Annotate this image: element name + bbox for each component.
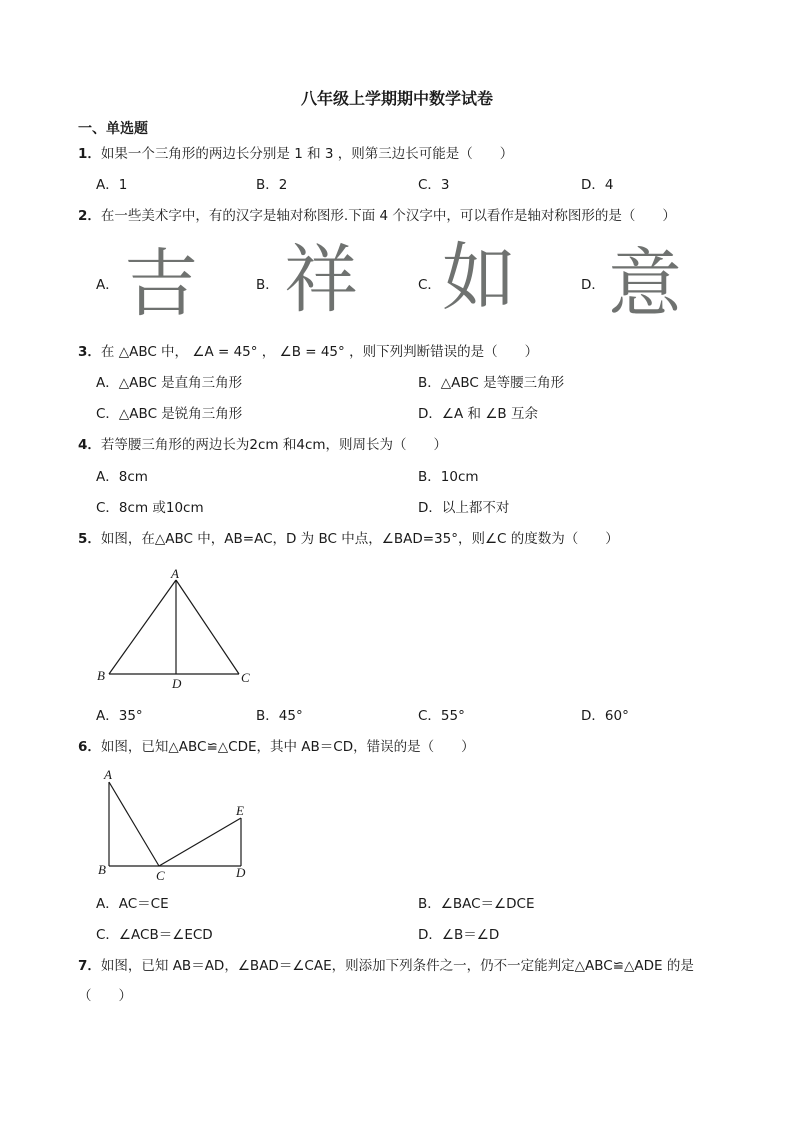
option-a: A．1 xyxy=(96,177,128,193)
question-text: 在一些美术字中，有的汉字是轴对称图形.下面 4 个汉字中，可以看作是轴对称图形的是（ ） xyxy=(100,208,676,224)
option-a: A．△ABC 是直角三角形 xyxy=(96,375,243,391)
question-3 xyxy=(78,342,538,362)
option-b: B．2 xyxy=(256,177,288,193)
question-number: 1． xyxy=(78,146,101,162)
figure-congruent-triangles xyxy=(94,766,264,886)
vertex-label-d: D xyxy=(172,676,182,691)
question-4 xyxy=(78,435,447,455)
glyph-ru: 如 xyxy=(442,235,516,321)
option-c: C．∠ACB＝∠ECD xyxy=(96,927,213,943)
vertex-label-c: C xyxy=(156,868,165,883)
question-text: 如果一个三角形的两边长分别是 1 和 3 ，则第三边长可能是（ ） xyxy=(100,146,514,162)
question-7 xyxy=(78,956,694,976)
question-number: 6． xyxy=(78,739,101,755)
question-text: 如图，在△ABC 中，AB=AC，D 为 BC 中点，∠BAD=35°，则∠C 的度数为（ ） xyxy=(100,531,619,547)
vertex-label-c: C xyxy=(241,670,250,685)
question-number: 4． xyxy=(78,437,101,453)
option-b: B．∠BAC＝∠DCE xyxy=(418,896,535,912)
figure-triangle-abc xyxy=(90,562,260,692)
option-a: A． xyxy=(96,277,119,293)
option-d: D．以上都不对 xyxy=(418,500,510,516)
vertex-label-a: A xyxy=(171,566,179,581)
question-number: 3． xyxy=(78,344,101,360)
question-text: 如图，已知 AB＝AD，∠BAD＝∠CAE，则添加下列条件之一，仍不一定能判定△ABC≌△ADE 的是 xyxy=(100,958,694,974)
question-number: 2． xyxy=(78,208,101,224)
option-d: D． xyxy=(581,277,605,293)
section-heading: 一、单选题 xyxy=(78,121,148,137)
option-c: C．8cm 或10cm xyxy=(96,500,204,516)
vertex-label-b: B xyxy=(98,862,106,877)
vertex-label-d: D xyxy=(236,865,246,880)
question-2 xyxy=(78,206,676,226)
option-a: A．35° xyxy=(96,708,143,724)
glyph-xiang: 祥 xyxy=(284,237,358,323)
vertex-label-e: E xyxy=(236,803,244,818)
option-d: D．∠B＝∠D xyxy=(418,927,500,943)
option-c: C． xyxy=(418,277,441,293)
question-text: 在 △ABC 中， ∠A = 45° ， ∠B = 45° ，则下列判断错误的是（ ） xyxy=(100,344,539,360)
option-d: D．60° xyxy=(581,708,629,724)
question-text: 如图，已知△ABC≌△CDE，其中 AB＝CD，错误的是（ ） xyxy=(100,739,475,755)
vertex-label-a: A xyxy=(104,767,112,782)
question-5 xyxy=(78,529,619,549)
option-c: C．3 xyxy=(418,177,450,193)
option-a: A．AC＝CE xyxy=(96,896,169,912)
question-number: 5． xyxy=(78,531,101,547)
option-a: A．8cm xyxy=(96,469,148,485)
question-6 xyxy=(78,737,475,757)
option-d: D．4 xyxy=(581,177,614,193)
option-d: D．∠A 和 ∠B 互余 xyxy=(418,406,538,422)
question-number: 7． xyxy=(78,958,101,974)
question-text: 若等腰三角形的两边长为2cm 和4cm，则周长为（ ） xyxy=(100,437,448,453)
page-title: 八年级上学期期中数学试卷 xyxy=(300,89,493,108)
vertex-label-b: B xyxy=(97,668,105,683)
question-7-continuation: （ ） xyxy=(78,988,132,1004)
question-1 xyxy=(78,144,513,164)
option-b: B． xyxy=(256,277,279,293)
glyph-ji: 吉 xyxy=(124,241,198,327)
option-b: B．10cm xyxy=(418,469,479,485)
option-b: B．45° xyxy=(256,708,303,724)
option-b: B．△ABC 是等腰三角形 xyxy=(418,375,565,391)
option-c: C．55° xyxy=(418,708,465,724)
option-c: C．△ABC 是锐角三角形 xyxy=(96,406,243,422)
glyph-yi: 意 xyxy=(608,241,682,327)
